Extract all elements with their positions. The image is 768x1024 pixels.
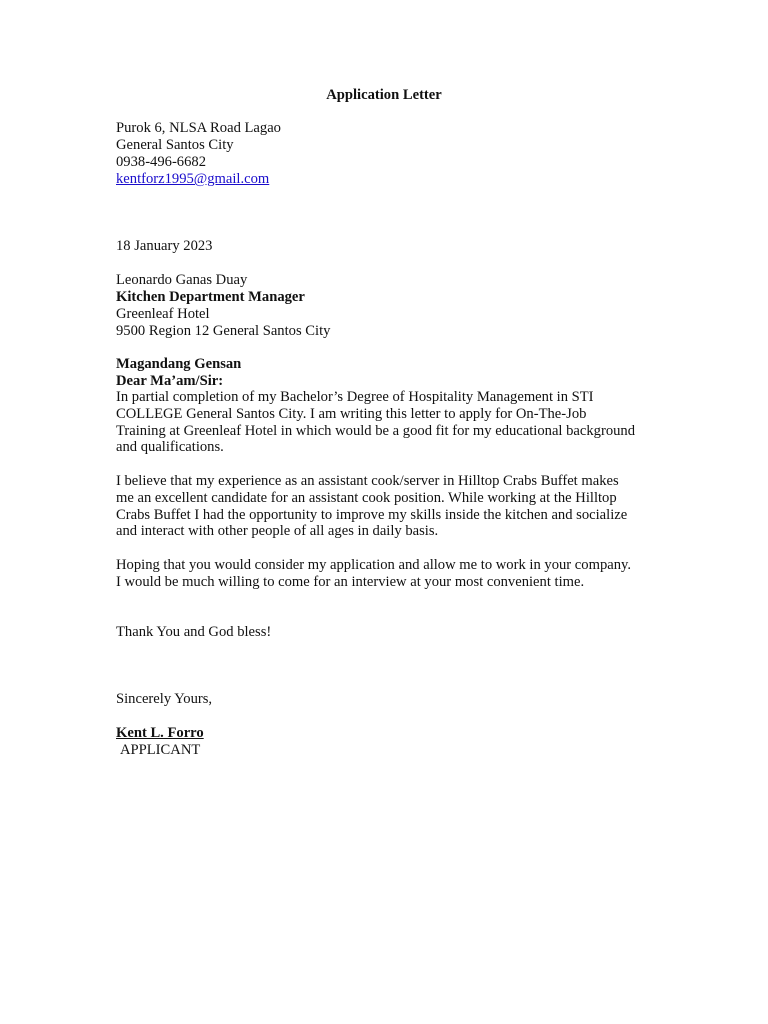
sender-address-block bbox=[116, 120, 656, 188]
body-paragraph-3-block bbox=[116, 557, 638, 591]
signer-name: Kent L. Forro bbox=[116, 725, 204, 741]
body-paragraph-1-block bbox=[116, 389, 638, 456]
recipient-block bbox=[116, 272, 656, 340]
greeting-block bbox=[116, 356, 656, 390]
letter-date: 18 January 2023 bbox=[116, 238, 213, 254]
signer-role: APPLICANT bbox=[120, 742, 201, 758]
recipient-company: Greenleaf Hotel bbox=[116, 306, 210, 322]
salutation: Dear Ma’am/Sir: bbox=[116, 373, 224, 389]
sender-address-line1: Purok 6, NLSA Road Lagao bbox=[116, 120, 281, 136]
sender-address-line2: General Santos City bbox=[116, 137, 234, 153]
body-paragraph-1: In partial completion of my Bachelor’s Degree of Hospitality Management in STI COLLEGE General Santos City. I am writing this letter to apply for On-The-Job Training at Greenleaf Hotel in which would be a good fit for my educational background and qualifications. bbox=[116, 389, 636, 456]
body-paragraph-3: Hoping that you would consider my application and allow me to work in your company. I would be much willing to come for an interview at your most convenient time. bbox=[116, 557, 632, 590]
greeting-local: Magandang Gensan bbox=[116, 356, 242, 372]
sender-email-link[interactable]: kentforz1995@gmail.com bbox=[116, 171, 270, 187]
recipient-title: Kitchen Department Manager bbox=[116, 289, 305, 305]
closing-block bbox=[116, 691, 656, 708]
body-paragraph-2: I believe that my experience as an assistant cook/server in Hilltop Crabs Buffet makes me an excellent candidate for an assistant cook position. While working at the Hilltop Crabs Buffet I had the opportunity to improve my skills inside the kitchen and socialize and interact with other people of all ages in daily basis. bbox=[116, 473, 628, 540]
body-paragraph-2-block bbox=[116, 473, 638, 540]
closing-text: Sincerely Yours, bbox=[116, 691, 213, 707]
letter-title: Application Letter bbox=[326, 87, 442, 103]
signature-block bbox=[116, 725, 656, 759]
sender-phone: 0938-496-6682 bbox=[116, 154, 206, 170]
blessing-text: Thank You and God bless! bbox=[116, 624, 272, 640]
blessing-block bbox=[116, 624, 656, 641]
recipient-name: Leonardo Ganas Duay bbox=[116, 272, 248, 288]
recipient-address: 9500 Region 12 General Santos City bbox=[116, 323, 331, 339]
letter-date-block bbox=[116, 238, 656, 255]
